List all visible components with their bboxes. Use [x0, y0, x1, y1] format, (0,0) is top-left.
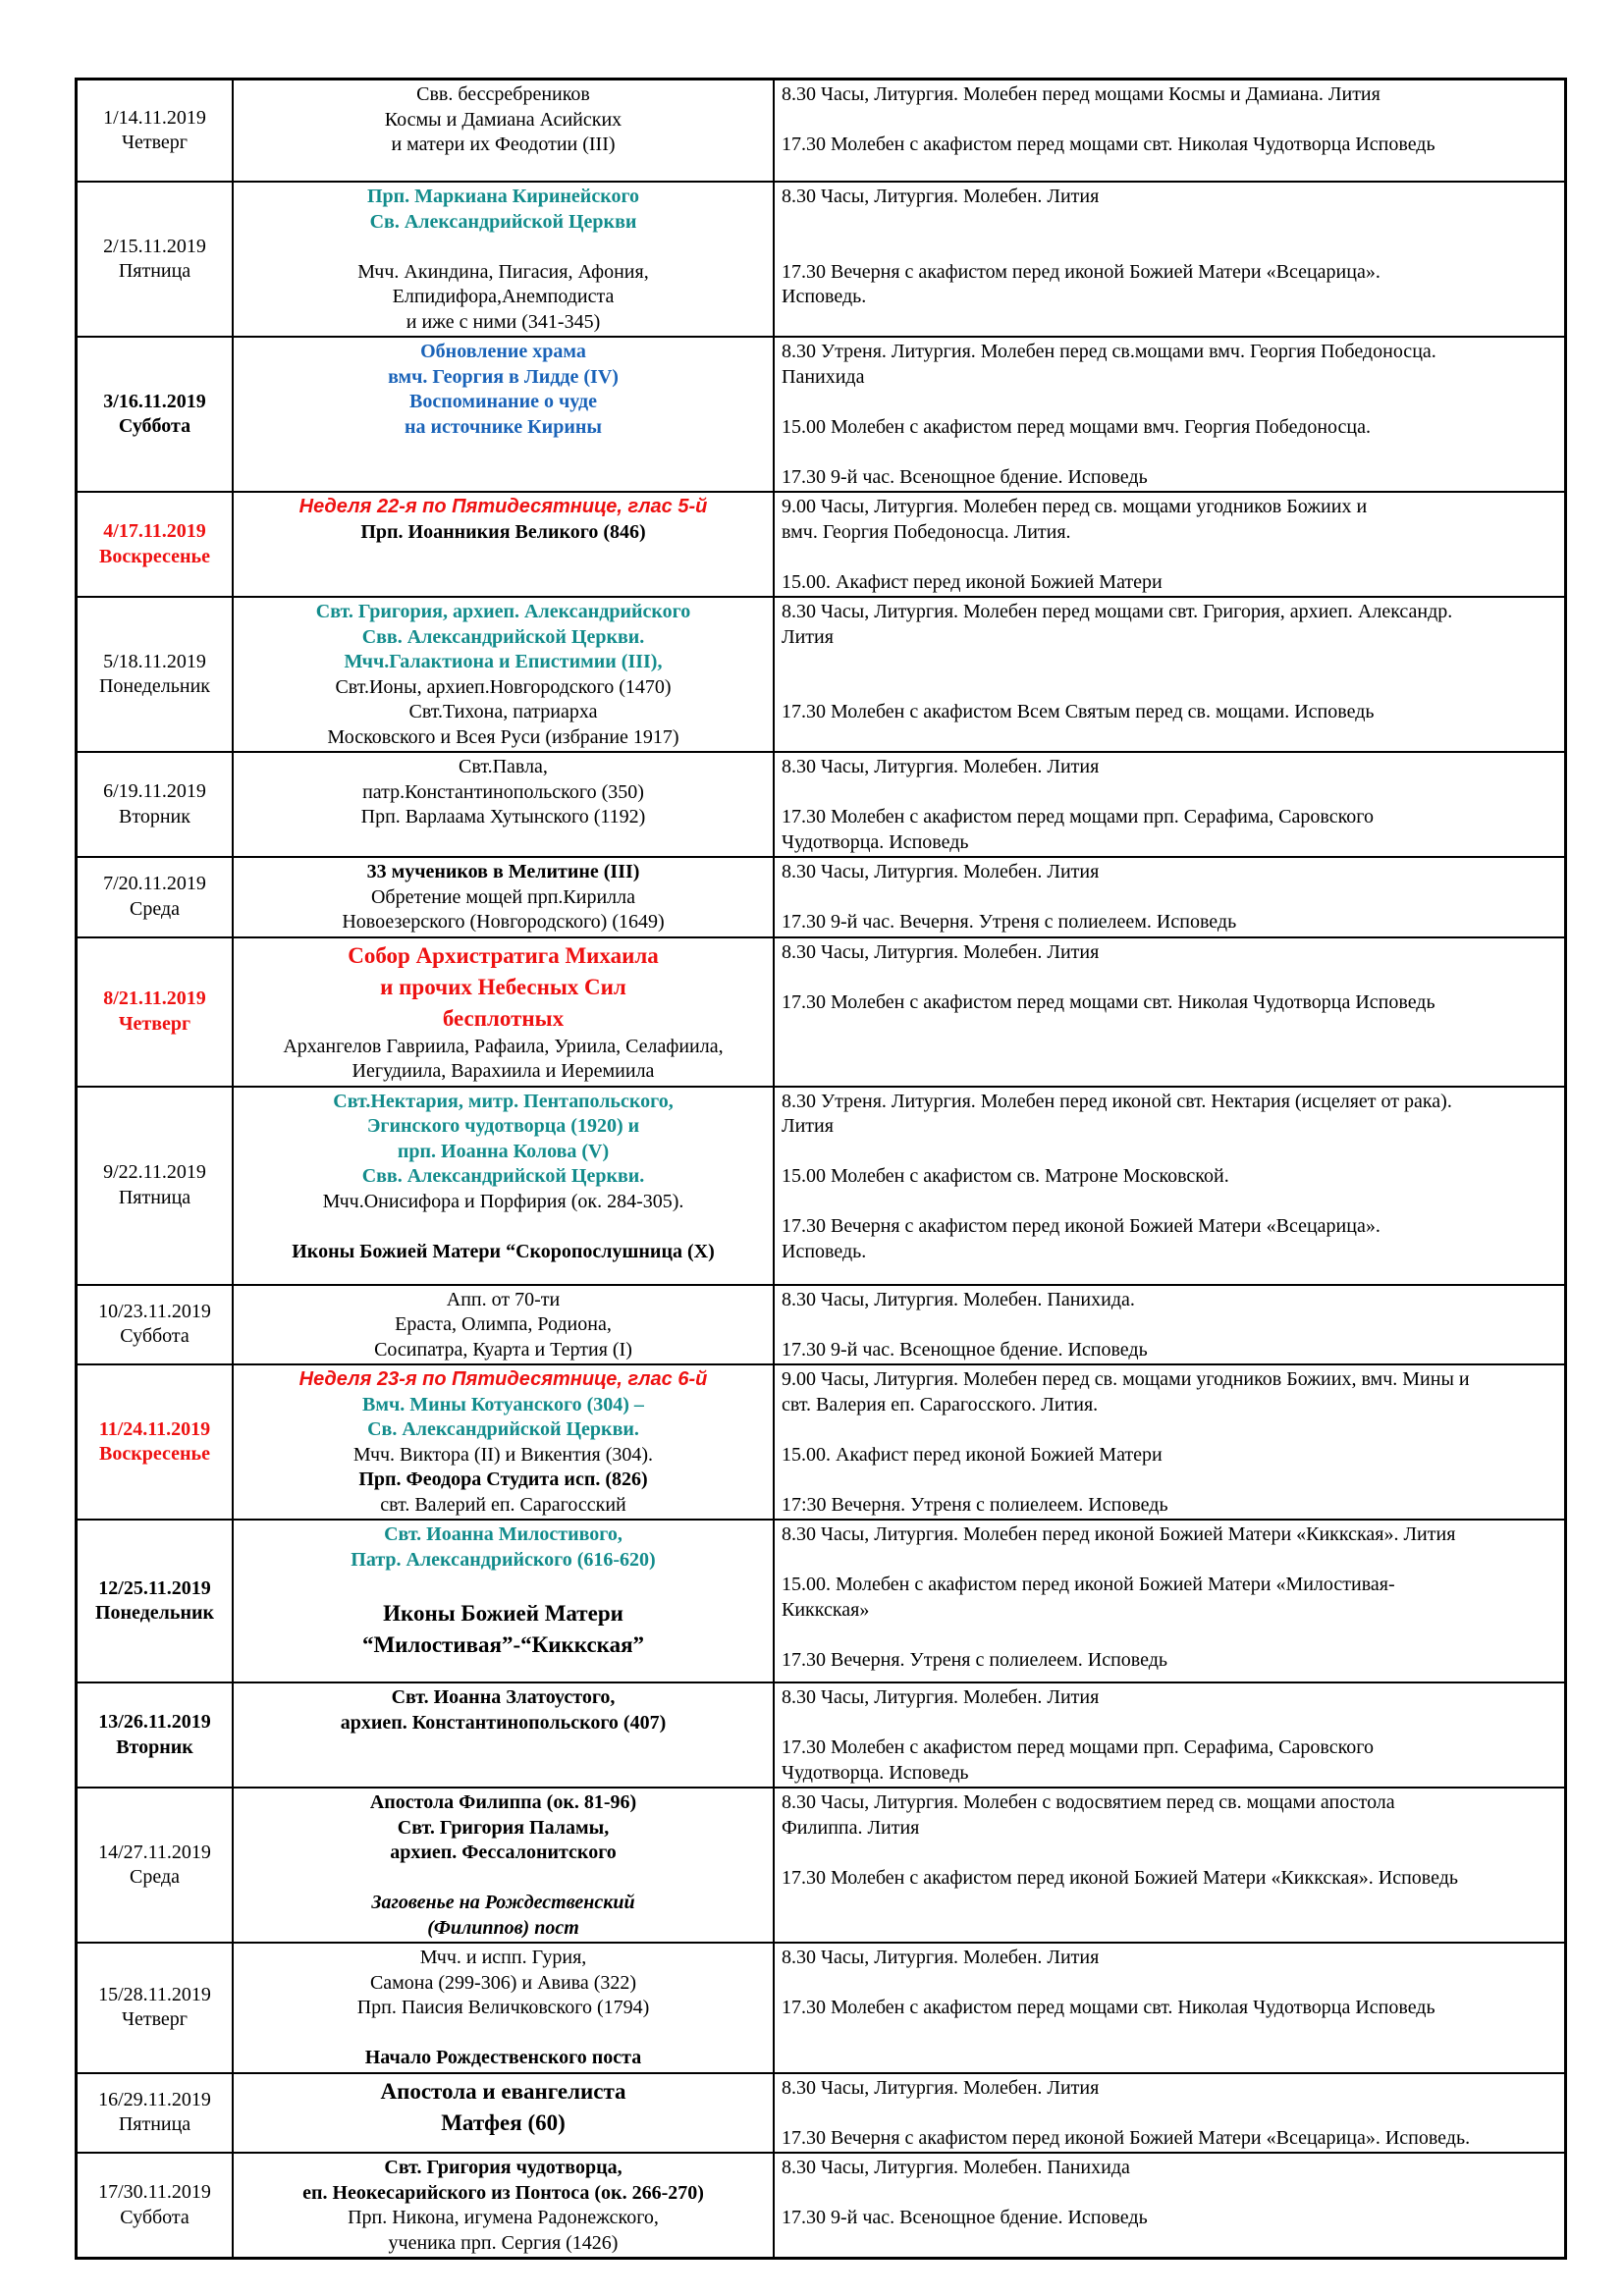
commemoration-line: бесплотных: [442, 1005, 565, 1031]
line-spacer: [782, 1841, 1558, 1866]
commemoration-line: патр.Константинопольского (350): [362, 780, 644, 803]
commemoration-line: прп. Иоанна Колова (V): [397, 1140, 610, 1162]
commemoration-line: Елпидифора,Анемподиста: [392, 286, 615, 307]
weekday-text: Воскресенье: [99, 545, 210, 567]
commemoration-line: Прп. Варлаама Хутынского (1192): [360, 806, 646, 828]
line-spacer: [782, 965, 1558, 990]
commemoration-line: Неделя 23-я по Пятидесятнице, глас 6-й: [298, 1368, 708, 1390]
service-line: Лития: [782, 1115, 834, 1137]
line-spacer: [782, 1711, 1558, 1736]
commemoration-line: архиеп. Фессалонитского: [390, 1842, 617, 1863]
weekday-text: Четверг: [121, 132, 189, 153]
services-cell: [774, 1285, 1564, 1365]
schedule-row: [78, 2153, 1564, 2257]
commemoration-line: Обновление храма: [420, 341, 586, 362]
date-text: 1/14.11.2019: [103, 106, 206, 129]
service-line: 15.00. Молебен с акафистом перед иконой Божией Матери «Милостивая-: [782, 1574, 1395, 1595]
service-line: Исповедь.: [782, 1240, 867, 1262]
date-cell: [78, 1682, 233, 1788]
commemoration-line: Иконы Божией Матери “Скоропослушница (Х): [292, 1240, 715, 1262]
commemoration-cell: [233, 752, 774, 857]
line-spacer: [782, 780, 1558, 806]
date-cell: [78, 2073, 233, 2154]
schedule-sheet: [75, 78, 1567, 2260]
commemoration-line: Иконы Божией Матери: [383, 1600, 623, 1626]
schedule-row: [78, 937, 1564, 1087]
commemoration-line: Апп. от 70-ти: [446, 1288, 561, 1310]
commemoration-line: Иегудиила, Варахиила и Иеремиила: [352, 1060, 655, 1082]
commemoration-line: Мчч.Галактиона и Епистимии (III),: [344, 651, 663, 672]
commemoration-line: Свв. Александрийской Церкви.: [361, 625, 645, 648]
service-line: 15.00 Молебен с акафистом св. Матроне Московской.: [782, 1165, 1229, 1187]
commemoration-line: Св. Александрийской Церкви.: [367, 1418, 639, 1440]
schedule-row: [78, 182, 1564, 337]
commemoration-cell: [233, 937, 774, 1087]
service-line: 8.30 Часы, Литургия. Молебен. Лития: [782, 861, 1100, 882]
services-cell: [774, 752, 1564, 857]
service-line: вмч. Георгия Победоносца. Лития.: [782, 520, 1071, 543]
weekday-text: Понедельник: [98, 675, 211, 697]
commemoration-line: вмч. Георгия в Лидде (IV): [388, 365, 619, 388]
commemoration-line: Мчч. Виктора (II) и Викентия (304).: [352, 1443, 654, 1466]
commemoration-line: Вмч. Мины Котуанского (304) –: [362, 1393, 644, 1415]
date-text: 4/17.11.2019: [103, 520, 206, 542]
date-cell: [78, 937, 233, 1087]
service-line: 17.30 Молебен с акафистом перед мощами прп. Серафима, Саровского: [782, 806, 1374, 828]
weekday-text: Четверг: [118, 1012, 191, 1035]
services-cell: [774, 1788, 1564, 1943]
schedule-row: [78, 752, 1564, 857]
commemoration-line: Воспоминание о чуде: [409, 391, 597, 412]
service-line: 17.30 Вечерня с акафистом перед иконой Божией Матери «Всецарица».: [782, 260, 1380, 283]
date-text: 14/27.11.2019: [98, 1841, 211, 1863]
service-line: Филиппа. Лития: [782, 1816, 920, 1839]
date-text: 11/24.11.2019: [98, 1417, 211, 1440]
service-line: 17.30 Вечерня с акафистом перед иконой Божией Матери «Всецарица». Исповедь.: [782, 2126, 1471, 2149]
line-spacer: [782, 675, 1558, 701]
commemoration-line: Свт.Нектария, митр. Пентапольского,: [333, 1090, 674, 1112]
date-cell: [78, 1285, 233, 1365]
commemoration-line: Московского и Всея Руси (избрание 1917): [327, 725, 679, 748]
service-line: 17.30 Молебен с акафистом перед иконой Божией Матери «Киккская». Исповедь: [782, 1866, 1459, 1889]
commemoration-line: Обретение мощей прп.Кирилла: [370, 885, 636, 908]
weekday-text: Суббота: [118, 415, 191, 437]
commemoration-line: Мчч. и испп. Гурия,: [419, 1947, 587, 1968]
schedule-row: [78, 337, 1564, 492]
line-spacer: [782, 885, 1558, 911]
schedule-row: [78, 492, 1564, 597]
service-line: 8.30 Утреня. Литургия. Молебен перед иконой свт. Нектария (исцеляет от рака).: [782, 1090, 1452, 1112]
commemoration-line: Прп. Иоанникия Великого (846): [360, 520, 646, 543]
weekday-text: Среда: [129, 897, 180, 920]
commemoration-line: Свт.Тихона, патриарха: [408, 701, 598, 722]
service-line: Киккская»: [782, 1598, 870, 1621]
date-cell: [78, 1943, 233, 2073]
line-spacer: [782, 1140, 1558, 1165]
service-line: Чудотворца. Исповедь: [782, 830, 969, 853]
commemoration-line: Мчч.Онисифора и Порфирия (ок. 284-305).: [322, 1190, 684, 1212]
date-cell: [78, 597, 233, 752]
line-spacer: [240, 2021, 767, 2047]
line-spacer: [240, 1573, 767, 1598]
commemoration-line: Начало Рождественского поста: [364, 2047, 642, 2068]
service-line: 8.30 Часы, Литургия. Молебен перед мощами свт. Григория, архиеп. Александр.: [782, 601, 1453, 622]
service-line: 17.30 9-й час. Вечерня. Утреня с полиелеем. Исповедь: [782, 911, 1237, 933]
commemoration-line: Свт.Ионы, архиеп.Новгородского (1470): [335, 675, 672, 698]
weekday-text: Суббота: [120, 2206, 189, 2228]
line-spacer: [782, 108, 1558, 133]
line-spacer: [782, 2181, 1558, 2207]
service-line: 15.00. Акафист перед иконой Божией Матери: [782, 570, 1163, 593]
commemoration-line: Заговенье на Рождественский: [371, 1892, 635, 1913]
commemoration-cell: [233, 80, 774, 182]
weekday-text: Вторник: [116, 1735, 193, 1758]
commemoration-line: 33 мучеников в Мелитине (III): [366, 861, 640, 882]
commemoration-line: Новоезерского (Новгородского) (1649): [342, 911, 665, 933]
commemoration-line: ученика прп. Сергия (1426): [388, 2231, 619, 2254]
schedule-row: [78, 1682, 1564, 1788]
schedule-rows: [78, 80, 1564, 2257]
commemoration-line: Свт. Григория, архиеп. Александрийского: [315, 601, 691, 622]
services-cell: [774, 337, 1564, 492]
service-line: 17.30 Молебен с акафистом перед мощами свт. Николая Чудотворца Исповедь: [782, 133, 1435, 155]
commemoration-line: еп. Неокесарийского из Понтоса (ок. 266-270): [302, 2181, 704, 2204]
commemoration-line: Матфея (60): [441, 2109, 566, 2135]
date-text: 17/30.11.2019: [98, 2181, 211, 2203]
commemoration-line: Космы и Дамиана Асийских: [384, 108, 623, 131]
schedule-row: [78, 80, 1564, 182]
commemoration-cell: [233, 1087, 774, 1285]
service-line: Лития: [782, 625, 834, 648]
line-spacer: [240, 235, 767, 260]
service-line: 8.30 Часы, Литургия. Молебен перед мощами Космы и Дамиана. Лития: [782, 83, 1380, 105]
commemoration-cell: [233, 2153, 774, 2257]
weekday-text: Пятница: [118, 1186, 191, 1208]
date-text: 6/19.11.2019: [103, 780, 206, 802]
commemoration-line: и прочих Небесных Сил: [380, 974, 626, 999]
line-spacer: [782, 1623, 1558, 1648]
weekday-text: Понедельник: [94, 1602, 215, 1624]
weekday-text: Среда: [129, 1866, 180, 1888]
commemoration-line: Неделя 22-я по Пятидесятнице, глас 5-й: [298, 496, 708, 517]
service-line: 17.30 Вечерня. Утреня с полиелеем. Исповедь: [782, 1648, 1168, 1671]
commemoration-line: Свт. Иоанна Златоустого,: [391, 1686, 616, 1708]
date-cell: [78, 1364, 233, 1520]
commemoration-line: Ераста, Олимпа, Родиона,: [395, 1313, 612, 1335]
date-text: 13/26.11.2019: [98, 1711, 211, 1733]
commemoration-line: Свт. Григория чудотворца,: [384, 2157, 623, 2178]
weekday-text: Пятница: [118, 260, 191, 282]
services-cell: [774, 2153, 1564, 2257]
service-line: 8.30 Часы, Литургия. Молебен. Лития: [782, 1686, 1100, 1708]
date-cell: [78, 1087, 233, 1285]
commemoration-cell: [233, 1788, 774, 1943]
commemoration-cell: [233, 1682, 774, 1788]
service-line: 17:30 Вечерня. Утреня с полиелеем. Исповедь: [782, 1493, 1168, 1516]
commemoration-cell: [233, 2073, 774, 2154]
commemoration-line: на источнике Кирины: [404, 415, 602, 438]
line-spacer: [782, 2101, 1558, 2126]
line-spacer: [782, 390, 1558, 415]
line-spacer: [782, 1468, 1558, 1493]
service-line: 17.30 9-й час. Всенощное бдение. Исповедь: [782, 1338, 1148, 1361]
commemoration-line: Собор Архистратига Михаила: [348, 942, 659, 968]
services-cell: [774, 1364, 1564, 1520]
service-line: 15.00. Акафист перед иконой Божией Матери: [782, 1443, 1163, 1466]
commemoration-line: Свт.Павла,: [459, 756, 548, 777]
line-spacer: [782, 1190, 1558, 1215]
weekday-text: Вторник: [119, 805, 190, 828]
date-text: 5/18.11.2019: [103, 650, 206, 672]
commemoration-cell: [233, 1364, 774, 1520]
commemoration-line: свт. Валерий еп. Сарагосский: [380, 1493, 626, 1516]
line-spacer: [782, 440, 1558, 465]
commemoration-cell: [233, 1943, 774, 2073]
date-cell: [78, 337, 233, 492]
date-cell: [78, 80, 233, 182]
commemoration-line: Сосипатра, Куарта и Тертия (I): [374, 1338, 632, 1361]
service-schedule-table: [78, 80, 1564, 2257]
commemoration-line: Свв. Александрийской Церкви.: [361, 1165, 645, 1187]
commemoration-cell: [233, 337, 774, 492]
services-cell: [774, 2073, 1564, 2154]
services-cell: [774, 597, 1564, 752]
service-line: 9.00 Часы, Литургия. Молебен перед св. мощами угодников Божиих, вмч. Мины и: [782, 1368, 1470, 1390]
service-line: 8.30 Часы, Литургия. Молебен. Лития: [782, 2076, 1100, 2099]
commemoration-line: Прп. Феодора Студита исп. (826): [358, 1468, 648, 1490]
schedule-row: [78, 1285, 1564, 1365]
service-line: 9.00 Часы, Литургия. Молебен перед св. мощами угодников Божиих и: [782, 496, 1368, 517]
schedule-row: [78, 1364, 1564, 1520]
service-line: Исповедь.: [782, 286, 867, 307]
date-cell: [78, 2153, 233, 2257]
commemoration-cell: [233, 1285, 774, 1365]
services-cell: [774, 1087, 1564, 1285]
service-line: свт. Валерия еп. Сарагосского. Лития.: [782, 1393, 1099, 1415]
commemoration-line: Эгинского чудотворца (1920) и: [366, 1115, 640, 1137]
service-line: 8.30 Утреня. Литургия. Молебен перед св.мощами вмч. Георгия Победоносца.: [782, 341, 1436, 362]
services-cell: [774, 937, 1564, 1087]
commemoration-cell: [233, 182, 774, 337]
commemoration-line: Апостола Филиппа (ок. 81-96): [369, 1791, 637, 1813]
date-cell: [78, 857, 233, 937]
commemoration-line: Мчч. Акиндина, Пигасия, Афония,: [357, 260, 649, 283]
commemoration-line: Прп. Паисия Величковского (1794): [356, 1997, 650, 2018]
schedule-row: [78, 1788, 1564, 1943]
services-cell: [774, 80, 1564, 182]
commemoration-line: архиеп. Константинопольского (407): [340, 1711, 667, 1734]
service-line: 8.30 Часы, Литургия. Молебен. Панихида: [782, 2157, 1130, 2178]
services-cell: [774, 492, 1564, 597]
line-spacer: [782, 1417, 1558, 1443]
weekday-text: Пятница: [118, 2113, 191, 2136]
date-text: 7/20.11.2019: [103, 873, 206, 895]
services-cell: [774, 1520, 1564, 1682]
service-line: 8.30 Часы, Литургия. Молебен. Лития: [782, 186, 1100, 207]
date-cell: [78, 492, 233, 597]
schedule-row: [78, 2073, 1564, 2154]
date-text: 2/15.11.2019: [103, 235, 206, 257]
date-text: 16/29.11.2019: [98, 2088, 211, 2110]
commemoration-line: и иже с ними (341-345): [406, 310, 601, 333]
line-spacer: [782, 1312, 1558, 1338]
line-spacer: [782, 1971, 1558, 1997]
service-line: 8.30 Часы, Литургия. Молебен с водосвятием перед св. мощами апостола: [782, 1791, 1395, 1813]
service-line: 8.30 Часы, Литургия. Молебен. Лития: [782, 756, 1100, 777]
commemoration-line: Свт. Григория Паламы,: [397, 1816, 610, 1839]
service-line: Панихида: [782, 365, 865, 388]
commemoration-line: Прп. Маркиана Киринейского: [366, 186, 640, 207]
weekday-text: Суббота: [120, 1325, 189, 1348]
date-text: 9/22.11.2019: [103, 1161, 206, 1183]
services-cell: [774, 1682, 1564, 1788]
date-text: 15/28.11.2019: [98, 1983, 211, 2005]
schedule-row: [78, 1943, 1564, 2073]
line-spacer: [240, 1214, 767, 1240]
commemoration-line: и матери их Феодотии (III): [391, 133, 616, 155]
service-line: 8.30 Часы, Литургия. Молебен. Панихида.: [782, 1288, 1135, 1310]
commemoration-line: Апостола и евангелиста: [380, 2078, 626, 2104]
date-text: 8/21.11.2019: [103, 988, 206, 1009]
line-spacer: [782, 650, 1558, 675]
commemoration-cell: [233, 492, 774, 597]
schedule-row: [78, 857, 1564, 937]
commemoration-line: Прп. Никона, игумена Радонежского,: [348, 2207, 659, 2228]
commemoration-cell: [233, 1520, 774, 1682]
line-spacer: [782, 235, 1558, 260]
commemoration-line: Св. Александрийской Церкви: [369, 210, 637, 233]
commemoration-line: Самона (299-306) и Авива (322): [369, 1971, 637, 1994]
date-text: 3/16.11.2019: [103, 390, 206, 412]
service-line: 8.30 Часы, Литургия. Молебен перед иконой Божией Матери «Киккская». Лития: [782, 1523, 1456, 1545]
commemoration-cell: [233, 597, 774, 752]
service-line: 8.30 Часы, Литургия. Молебен. Лития: [782, 940, 1100, 963]
service-line: 17.30 Молебен с акафистом перед мощами прп. Серафима, Саровского: [782, 1736, 1374, 1758]
services-cell: [774, 857, 1564, 937]
date-cell: [78, 752, 233, 857]
service-line: 17.30 9-й час. Всенощное бдение. Исповедь: [782, 465, 1148, 488]
service-line: Чудотворца. Исповедь: [782, 1761, 969, 1784]
service-line: 17.30 Молебен с акафистом перед мощами свт. Николая Чудотворца Исповедь: [782, 990, 1435, 1013]
line-spacer: [782, 545, 1558, 570]
services-cell: [774, 1943, 1564, 2073]
line-spacer: [782, 1548, 1558, 1574]
weekday-text: Воскресенье: [99, 1443, 210, 1465]
services-cell: [774, 182, 1564, 337]
date-cell: [78, 1788, 233, 1943]
schedule-row: [78, 1520, 1564, 1682]
date-cell: [78, 1520, 233, 1682]
schedule-row: [78, 1087, 1564, 1285]
date-text: 10/23.11.2019: [98, 1300, 211, 1322]
commemoration-line: Свт. Иоанна Милостивого,: [384, 1523, 623, 1545]
commemoration-line: (Филиппов) пост: [427, 1916, 579, 1939]
commemoration-line: “Милостивая”-“Киккская”: [361, 1631, 645, 1657]
commemoration-line: Патр. Александрийского (616-620): [351, 1548, 656, 1571]
date-text: 12/25.11.2019: [98, 1576, 211, 1599]
commemoration-cell: [233, 857, 774, 937]
service-line: 17.30 9-й час. Всенощное бдение. Исповедь: [782, 2207, 1148, 2228]
weekday-text: Четверг: [121, 2008, 189, 2031]
service-line: 17.30 Молебен с акафистом перед мощами свт. Николая Чудотворца Исповедь: [782, 1997, 1435, 2018]
service-line: 8.30 Часы, Литургия. Молебен. Лития: [782, 1947, 1100, 1968]
line-spacer: [782, 210, 1558, 236]
commemoration-line: Свв. бессребреников: [416, 83, 590, 105]
service-line: 17.30 Молебен с акафистом Всем Святым перед св. мощами. Исповедь: [782, 701, 1375, 722]
service-line: 15.00 Молебен с акафистом перед мощами вмч. Георгия Победоносца.: [782, 415, 1372, 438]
line-spacer: [240, 1866, 767, 1892]
service-line: 17.30 Вечерня с акафистом перед иконой Божией Матери «Всецарица».: [782, 1215, 1380, 1237]
date-cell: [78, 182, 233, 337]
schedule-row: [78, 597, 1564, 752]
commemoration-line: Архангелов Гавриила, Рафаила, Уриила, Селафиила,: [283, 1035, 724, 1057]
